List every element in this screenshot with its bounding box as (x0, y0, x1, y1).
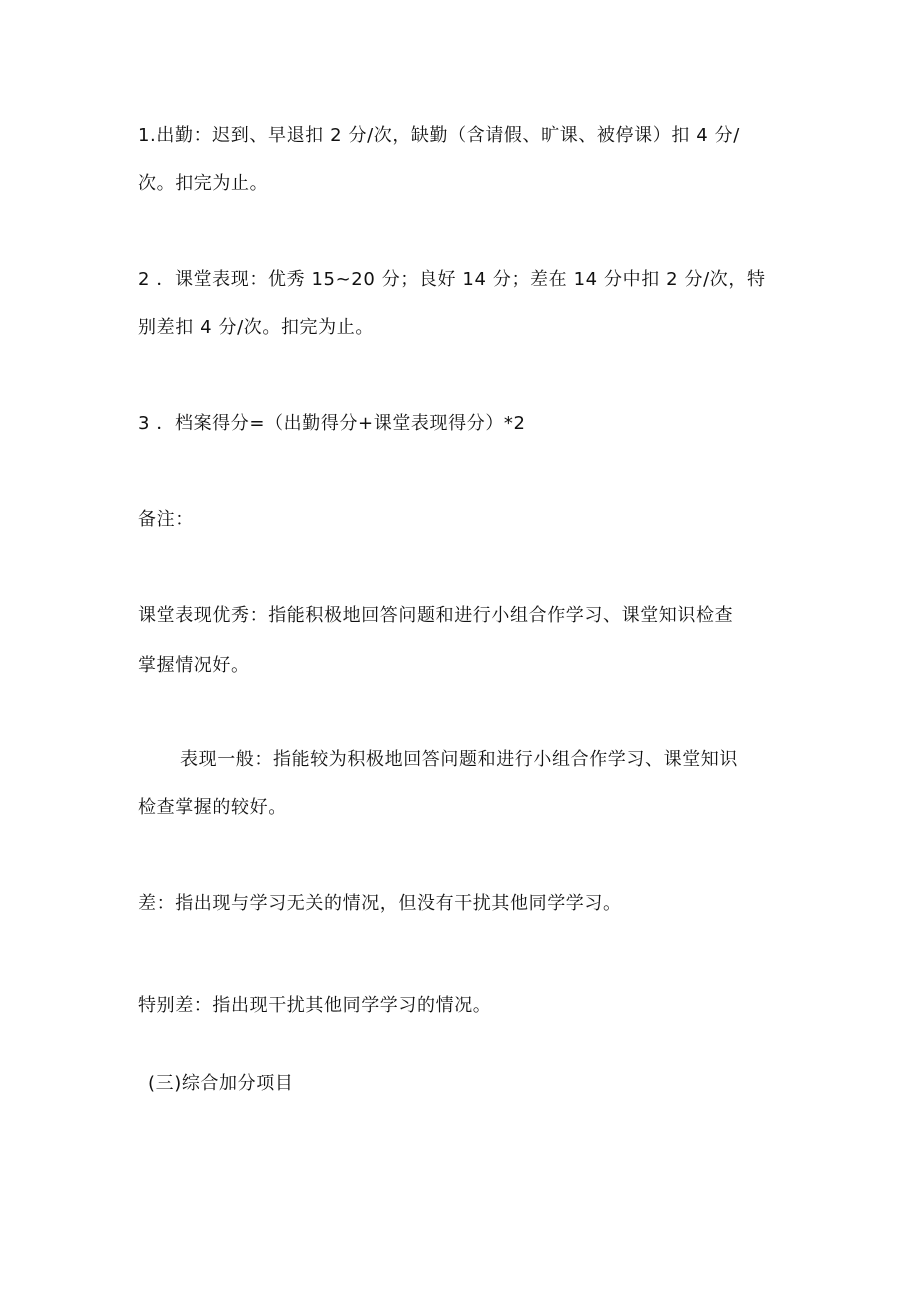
item-3-line-1: 3 ．档案得分=（出勤得分+课堂表现得分）*2 (138, 413, 526, 434)
note-poor: 差：指出现与学习无关的情况，但没有干扰其他同学学习。 (138, 893, 622, 914)
note-average-line-2: 检查掌握的较好。 (138, 797, 287, 818)
section-heading: (三)综合加分项目 (148, 1073, 294, 1094)
note-very-poor: 特别差：指出现干扰其他同学学习的情况。 (138, 995, 492, 1016)
note-title: 备注： (138, 509, 194, 530)
item-1-line-2: 次。扣完为止。 (138, 173, 269, 194)
item-2-line-2: 别差扣 4 分/次。扣完为止。 (138, 317, 374, 338)
note-average-line-1: 表现一般：指能较为积极地回答问题和进行小组合作学习、课堂知识 (180, 749, 738, 770)
item-1-line-1: 1.出勤：迟到、早退扣 2 分/次，缺勤（含请假、旷课、被停课）扣 4 分/ (138, 125, 740, 146)
item-2-line-1: 2 ．课堂表现：优秀 15~20 分；良好 14 分；差在 14 分中扣 2 分/次，特 (138, 269, 766, 290)
note-excellent-line-2: 掌握情况好。 (138, 655, 250, 676)
note-excellent-line-1: 课堂表现优秀：指能积极地回答问题和进行小组合作学习、课堂知识检查 (138, 605, 734, 626)
